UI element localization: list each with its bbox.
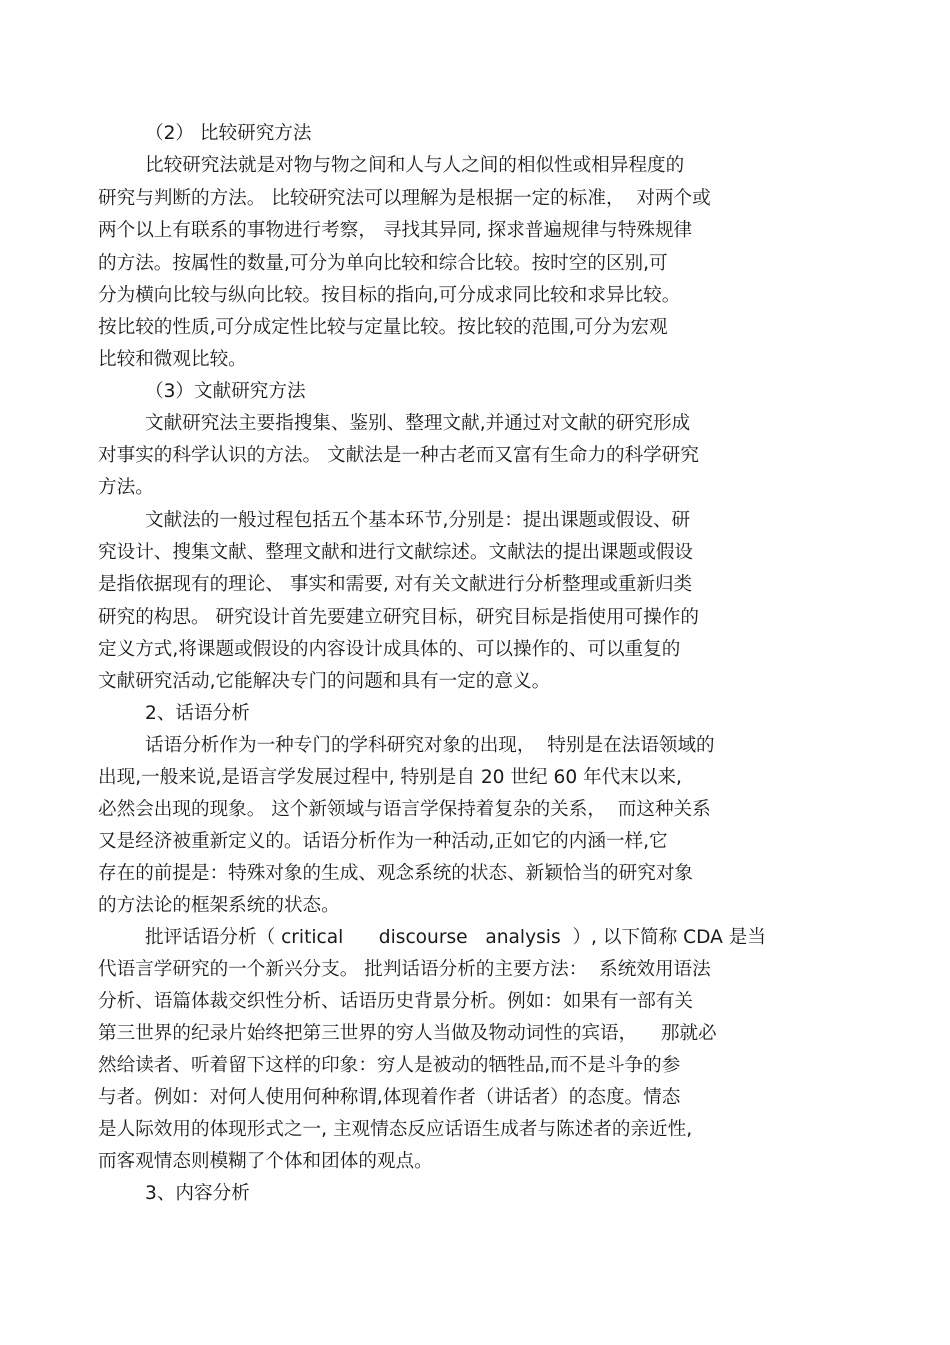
paragraph-line: 对事实的科学认识的方法。 文献法是一种古老而又富有生命力的科学研究 xyxy=(98,445,699,466)
paragraph-line: 与者。例如：对何人使用何种称谓,体现着作者（讲话者）的态度。情态 xyxy=(98,1087,681,1108)
paragraph-line: 文献研究法主要指搜集、鉴别、整理文献,并通过对文献的研究形成 xyxy=(145,413,691,434)
paragraph-line: 文献研究活动,它能解决专门的问题和具有一定的意义。 xyxy=(98,671,551,692)
paragraph-line: 第三世界的纪录片始终把第三世界的穷人当做及物动词性的宾语， 那就必 xyxy=(98,1023,717,1044)
paragraph-line: 比较和微观比较。 xyxy=(98,349,247,370)
paragraph-line: 研究的构思。 研究设计首先要建立研究目标，研究目标是指使用可操作的 xyxy=(98,607,699,628)
paragraph-line: 出现,一般来说,是语言学发展过程中, 特别是自 20 世纪 60 年代末以来, xyxy=(98,767,682,788)
paragraph-line: 两个以上有联系的事物进行考察， 寻找其异同, 探求普遍规律与特殊规律 xyxy=(98,220,693,241)
paragraph-line: 比较研究法就是对物与物之间和人与人之间的相似性或相异程度的 xyxy=(145,155,685,176)
section-heading: （3）文献研究方法 xyxy=(145,381,306,402)
paragraph-line: 方法。 xyxy=(98,477,154,498)
paragraph-line: 研究与判断的方法。 比较研究法可以理解为是根据一定的标准， 对两个或 xyxy=(98,188,711,209)
section-heading: （2） 比较研究方法 xyxy=(145,123,312,144)
paragraph-line: 是人际效用的体现形式之一, 主观情态反应话语生成者与陈述者的亲近性, xyxy=(98,1119,693,1140)
paragraph-line: 文献法的一般过程包括五个基本环节,分别是：提出课题或假设、研 xyxy=(145,510,691,531)
paragraph-line: 的方法论的框架系统的状态。 xyxy=(98,895,340,916)
paragraph-line: 按比较的性质,可分成定性比较与定量比较。按比较的范围,可分为宏观 xyxy=(98,317,668,338)
paragraph-line: 必然会出现的现象。 这个新领域与语言学保持着复杂的关系， 而这种关系 xyxy=(98,799,711,820)
paragraph-line: 的方法。按属性的数量,可分为单向比较和综合比较。按时空的区别,可 xyxy=(98,253,668,274)
paragraph-line: 是指依据现有的理论、 事实和需要, 对有关文献进行分析整理或重新归类 xyxy=(98,574,693,595)
paragraph-line: 代语言学研究的一个新兴分支。 批判话语分析的主要方法： 系统效用语法 xyxy=(98,959,711,980)
section-heading: 2、话语分析 xyxy=(145,703,250,724)
paragraph-line: 批评话语分析（ critical discourse analysis ）, 以下简称 CDA 是当 xyxy=(145,927,766,948)
paragraph-line: 究设计、搜集文献、整理文献和进行文献综述。文献法的提出课题或假设 xyxy=(98,542,694,563)
paragraph-line: 定义方式,将课题或假设的内容设计成具体的、可以操作的、可以重复的 xyxy=(98,639,681,660)
paragraph-line: 存在的前提是：特殊对象的生成、观念系统的状态、新颖恰当的研究对象 xyxy=(98,863,694,884)
paragraph-line: 而客观情态则模糊了个体和团体的观点。 xyxy=(98,1151,433,1172)
paragraph-line: 然给读者、听着留下这样的印象：穷人是被动的牺牲品,而不是斗争的参 xyxy=(98,1055,681,1076)
paragraph-line: 分为横向比较与纵向比较。按目标的指向,可分成求同比较和求异比较。 xyxy=(98,285,681,306)
paragraph-line: 分析、语篇体裁交织性分析、话语历史背景分析。例如：如果有一部有关 xyxy=(98,991,694,1012)
section-heading: 3、内容分析 xyxy=(145,1183,250,1204)
paragraph-line: 话语分析作为一种专门的学科研究对象的出现， 特别是在法语领域的 xyxy=(145,735,715,756)
paragraph-line: 又是经济被重新定义的。话语分析作为一种活动,正如它的内涵一样,它 xyxy=(98,831,668,852)
